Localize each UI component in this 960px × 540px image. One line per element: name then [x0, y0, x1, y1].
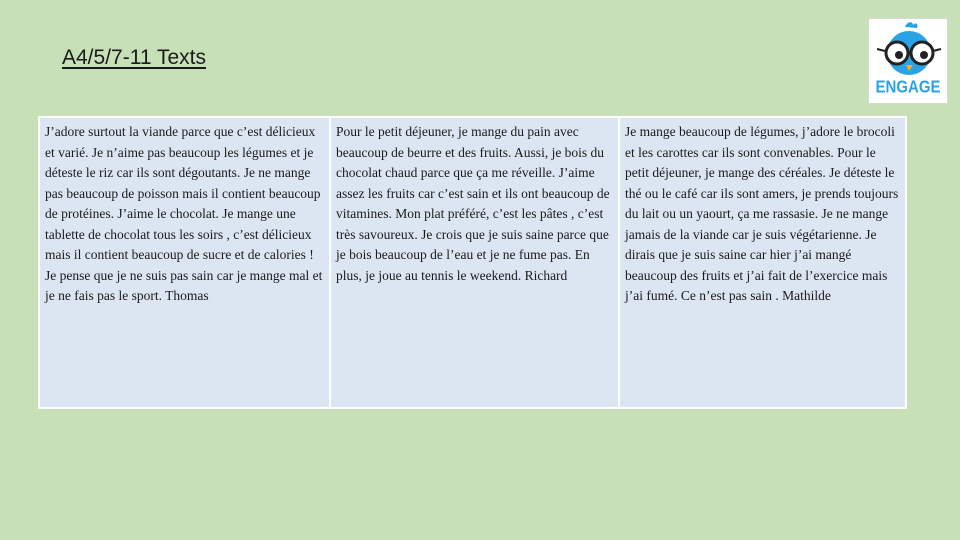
- texts-table: [38, 116, 907, 409]
- bird-with-glasses-icon: [869, 19, 947, 81]
- page-title: A4/5/7-11 Texts: [62, 46, 206, 69]
- text-cell-richard: Pour le petit déjeuner, je mange du pain avec beaucoup de beurre et des fruits. Aussi, je bois du chocolat chaud parce que ça me réveille. J’aime assez les fruits car c’est sain et ils ont beaucoup de vitamines. Mon plat préféré, c’est les pâtes , c’est très savoureux. Je crois que je suis saine parce que je bois beaucoup de l’eau et je ne fume pas. En plus, je joue au tennis le weekend. Richard: [329, 118, 618, 407]
- logo-text: ENGAGE: [875, 77, 941, 98]
- text-cell-mathilde: Je mange beaucoup de légumes, j’adore le brocoli et les carottes car ils sont convenables. Pour le petit déjeuner, je mange des céréales. Je déteste le thé ou le café car ils sont amers, je prends toujours du lait ou un yaourt, ça me rassasie. Je ne mange jamais de la viande car je suis végétarienne. Je dirais que je suis saine car hier j’ai mangé beaucoup des fruits et j’ai fait de l’exercice mais j’ai fumé. Ce n’est pas sain . Mathilde: [618, 118, 905, 407]
- text-cell-thomas: J’adore surtout la viande parce que c’est délicieux et varié. Je n’aime pas beaucoup les légumes et je déteste le riz car ils sont dégoutants. Je ne mange pas beaucoup de poisson mais il contient beaucoup de protéines. J’aime le chocolat. Je mange une tablette de chocolat tous les soirs , c’est délicieux mais il contient beaucoup de sucre et de calories ! Je pense que je ne suis pas sain car je mange mal et je ne fais pas le sport. Thomas: [40, 118, 329, 407]
- engage-logo: [868, 18, 948, 104]
